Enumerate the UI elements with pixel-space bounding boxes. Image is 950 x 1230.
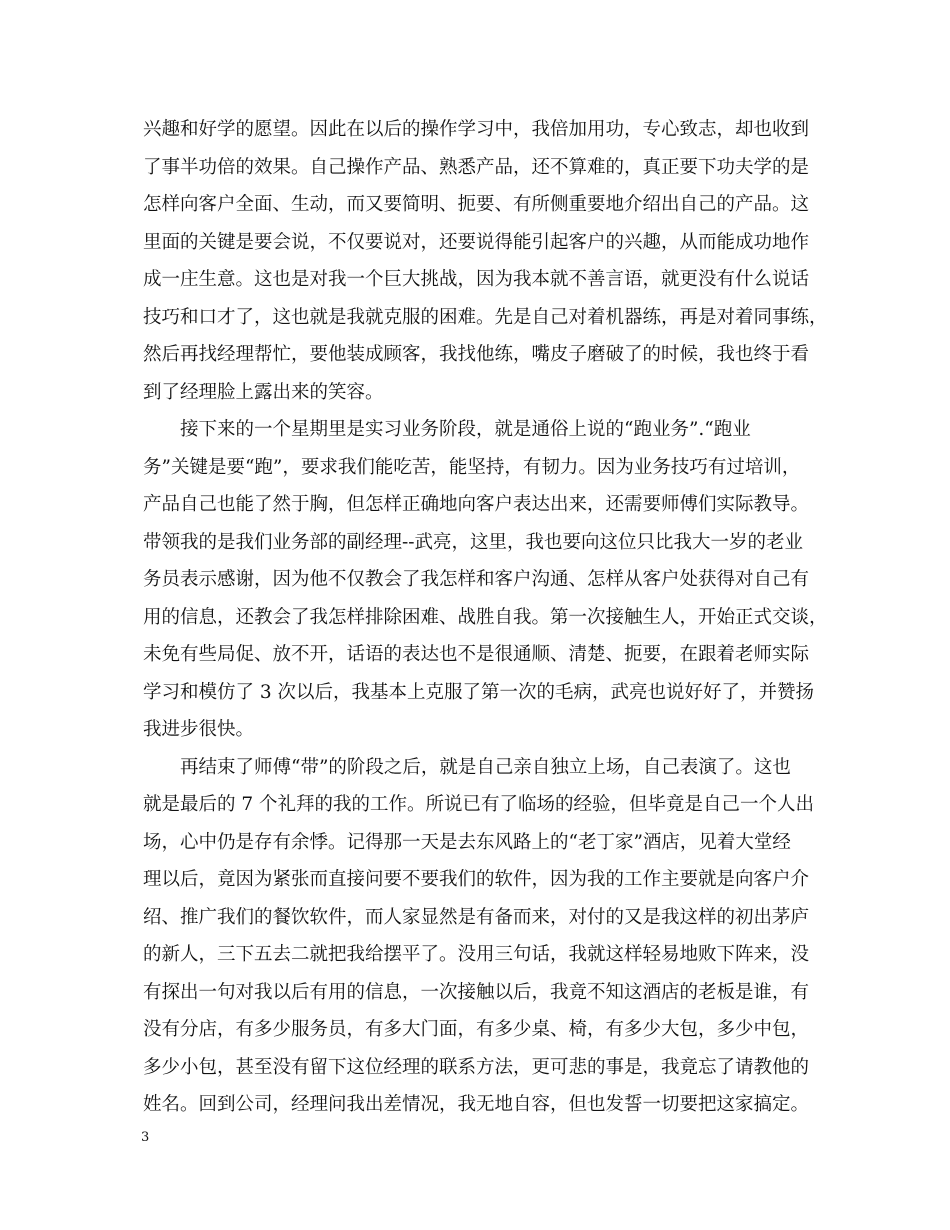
paragraph-1-line-5: 成一庄生意。这也是对我一个巨大挑战，因为我本就不善言语，就更没有什么说话 <box>143 269 810 290</box>
paragraph-3-line-2: 就是最后的 7 个礼拜的我的工作。所说已有了临场的经验，但毕竟是自己一个人出 <box>143 794 815 815</box>
paragraph-2-line-2: 务”关键是要“跑”，要求我们能吃苦，能坚持，有韧力。因为业务技巧有过培训， <box>143 457 801 478</box>
paragraph-3-line-1: 再结束了师傅“带”的阶段之后，就是自己亲自独立上场，自己表演了。这也 <box>180 757 791 778</box>
paragraph-2-line-4: 带领我的是我们业务部的副经理--武亮，这里，我也要向这位只比我大一岁的老业 <box>143 532 804 553</box>
paragraph-3-line-9: 多少小包，甚至没有留下这位经理的联系方法，更可悲的事是，我竟忘了请教他的 <box>143 1057 810 1078</box>
paragraph-1-line-3: 怎样向客户全面、生动，而又要简明、扼要、有所侧重要地介绍出自己的产品。这 <box>143 194 810 215</box>
paragraph-2-line-9: 我进步很快。 <box>143 719 255 740</box>
paragraph-1-line-8: 到了经理脸上露出来的笑容。 <box>143 382 384 403</box>
paragraph-2-line-1: 接下来的一个星期里是实习业务阶段，就是通俗上说的“跑业务”.“跑业 <box>180 419 751 440</box>
paragraph-3-line-7: 有探出一句对我以后有用的信息，一次接触以后，我竟不知这酒店的老板是谁，有 <box>143 982 810 1003</box>
paragraph-2-line-6: 用的信息，还教会了我怎样排除困难、战胜自我。第一次接触生人，开始正式交谈， <box>143 607 828 628</box>
paragraph-3-line-3: 场，心中仍是存有余悸。记得那一天是去东风路上的“老丁家”酒店，见着大堂经 <box>143 832 791 853</box>
paragraph-2-line-8: 学习和模仿了 3 次以后，我基本上克服了第一次的毛病，武亮也说好好了，并赞扬 <box>143 682 815 703</box>
paragraph-1-line-6: 技巧和口才了，这也就是我就克服的困难。先是自己对着机器练，再是对着同事练， <box>143 307 828 328</box>
paragraph-3-line-5: 绍、推广我们的餐饮软件，而人家显然是有备而来，对付的又是我这样的初出茅庐 <box>143 907 810 928</box>
paragraph-1-line-2: 了事半功倍的效果。自己操作产品、熟悉产品，还不算难的，真正要下功夫学的是 <box>143 157 810 178</box>
paragraph-2-line-3: 产品自己也能了然于胸，但怎样正确地向客户表达出来，还需要师傅们实际教导。 <box>143 494 810 515</box>
paragraph-1-line-1: 兴趣和好学的愿望。因此在以后的操作学习中，我倍加用功，专心致志，却也收到 <box>143 119 810 140</box>
paragraph-2-line-7: 未免有些局促、放不开，话语的表达也不是很通顺、清楚、扼要，在跟着老师实际 <box>143 644 810 665</box>
paragraph-1-line-4: 里面的关键是要会说，不仅要说对，还要说得能引起客户的兴趣，从而能成功地作 <box>143 232 810 253</box>
paragraph-3-line-10: 姓名。回到公司，经理问我出差情况，我无地自容，但也发誓一切要把这家搞定。 <box>143 1094 810 1115</box>
paragraph-1-line-7: 然后再找经理帮忙，要他装成顾客，我找他练，嘴皮子磨破了的时候，我也终于看 <box>143 344 810 365</box>
paragraph-3-line-6: 的新人，三下五去二就把我给摆平了。没用三句话，我就这样轻易地败下阵来，没 <box>143 944 810 965</box>
paragraph-2-line-5: 务员表示感谢，因为他不仅教会了我怎样和客户沟通、怎样从客户处获得对自己有 <box>143 569 810 590</box>
paragraph-3-line-4: 理以后，竟因为紧张而直接问要不要我们的软件，因为我的工作主要就是向客户介 <box>143 869 810 890</box>
page-number: 3 <box>141 1130 150 1145</box>
paragraph-3-line-8: 没有分店，有多少服务员，有多大门面，有多少桌、椅，有多少大包，多少中包， <box>143 1019 810 1040</box>
